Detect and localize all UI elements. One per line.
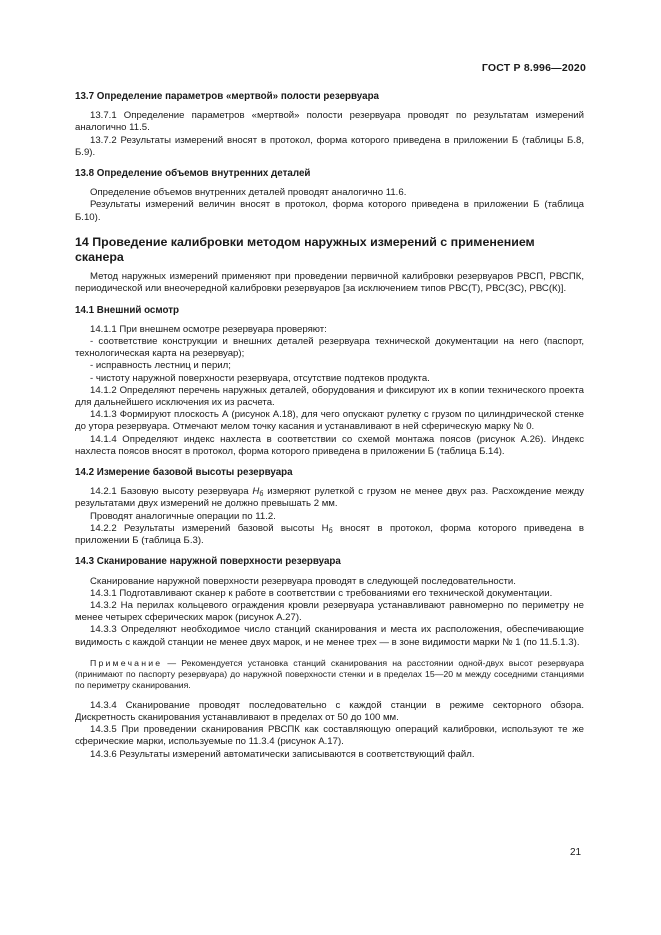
section-13-7-title: 13.7 Определение параметров «мертвой» полости резервуара [75,91,380,102]
paragraph-14-3-5: 14.3.5 При проведении сканирования РВСПК как составляющую операций калибровки, используют те же сферические марки, используемые по 11.3.4 (рисунок А.17). [75,724,584,748]
section-14-1-title: 14.1 Внешний осмотр [75,304,180,316]
note: Примечание — Рекомендуется установка станций сканирования на расстоянии одной-двух высот резервуара (принимают по паспорту резервуара) до наружной поверхности стенки и в пределах 15—20 м между соседними станциями по периметру сканирования. [75,657,584,690]
paragraph-13-7-2: 13.7.2 Результаты измерений вносят в протокол, форма которого приведена в приложении Б (таблицы Б.8, Б.9). [75,134,584,158]
paragraph-13-7-1: 13.7.1 Определение параметров «мертвой» полости резервуара проводят по результатам измерений аналогично 11.5. [75,110,584,134]
paragraph-14-2-2: 14.2.2 Результаты измерений базовой высоты $Н_б$ вносят в протокол, форма которого приведена в приложении Б (таблица Б.3). [75,522,584,547]
paragraph-14-2-1: 14.2.1 Базовую высоту резервуара $H_б$ измеряют рулеткой с грузом не менее двух раз. Расхождение между результатами двух измерений не должно превышать 2 мм. [75,486,585,510]
paragraph-14-3-4: 14.3.4 Сканирование проводят последовательно с каждой станции в режиме секторного обзора. Дискретность сканирования устанавливают в пределах от 50 до 100 мм. [75,699,584,723]
section-13-8-title: 13.8 Определение объемов внутренних деталей [75,168,311,180]
paragraph-14-1-4: 14.1.4 Определяют индекс нахлеста в соответствии со схемой монтажа поясов (рисунок А.26). Индекс нахлеста поясов вносят в протокол, форма которого приведена в приложении Б (таблица Б.14). [75,433,584,457]
paragraph-14-3-3: 14.3.3 Определяют необходимое число станций сканирования и места их расположения, обеспечивающие видимость с каждой станции не менее двух марок, и не менее трех — в зоне видимости марки № 1 (по 11.5.1.3). [75,624,584,648]
paragraph-14-3-intro: Сканирование наружной поверхности резервуара проводят в следующей последовательности. [90,575,516,587]
bullet-item-1: - соответствие конструкции и внешних деталей резервуара технической документации на него (паспорт, технологическая карта на резервуар); [75,336,584,360]
section-14-3-title: 14.3 Сканирование наружной поверхности резервуара [75,556,341,568]
note-label: Примечание [90,657,163,668]
page-number: 21 [570,847,582,858]
paragraph-14-3-1: 14.3.1 Подготавливают сканер к работе в соответствии с требованиями его технической документации. [90,587,553,599]
paragraph-14-1-1: 14.1.1 При внешнем осмотре резервуара проверяют: [90,323,327,335]
section-14-title: 14 Проведение калибровки методом наружных измерений с применением сканера [75,234,535,265]
paragraph-14-1-3: 14.1.3 Формируют плоскость А (рисунок А.18), для чего опускают рулетку с грузом по цилиндрической стенке до утора резервуара. Отмечают мелом точку касания и устанавливают в ней сферическую марку № 0. [75,409,584,433]
bullet-item-2: - исправность лестниц и перил; [90,360,231,372]
paragraph-14-1-2: 14.1.2 Определяют перечень наружных деталей, оборудования и фиксируют их в копии технического проекта для дальнейшего исключения их из расчета. [75,384,584,409]
paragraph-14-intro: Метод наружных измерений применяют при проведении первичной калибровки резервуаров РВСП, РВСПК, периодической или внеочередной калибровки резервуаров [за исключением типов РВС(Т), РВС(ЗС), РВС(К)]. [75,271,584,295]
paragraph-14-3-2: 14.3.2 На перилах кольцевого ограждения кровли резервуара устанавливают равномерно по периметру не менее четырех сферических марок (рисунок А.27). [75,599,584,624]
section-14-2-title: 14.2 Измерение базовой высоты резервуара [75,467,293,479]
standard-header: ГОСТ Р 8.996—2020 [481,62,586,74]
page-content [75,91,584,761]
paragraph-13-8-a: Определение объемов внутренних деталей проводят аналогично 11.6. [90,187,407,199]
paragraph-14-3-6: 14.3.6 Результаты измерений автоматически записываются в соответствующий файл. [90,748,475,760]
base-height-symbol: H [252,486,260,498]
bullet-item-3: - чистоту наружной поверхности резервуара, отсутствие подтеков продукта. [90,372,430,384]
paragraph-14-2-1-b: Проводят аналогичные операции по 11.2. [90,510,276,522]
paragraph-13-8-b: Результаты измерений величин вносят в протокол, форма которого приведена в приложении Б (таблица Б.10). [75,199,584,223]
